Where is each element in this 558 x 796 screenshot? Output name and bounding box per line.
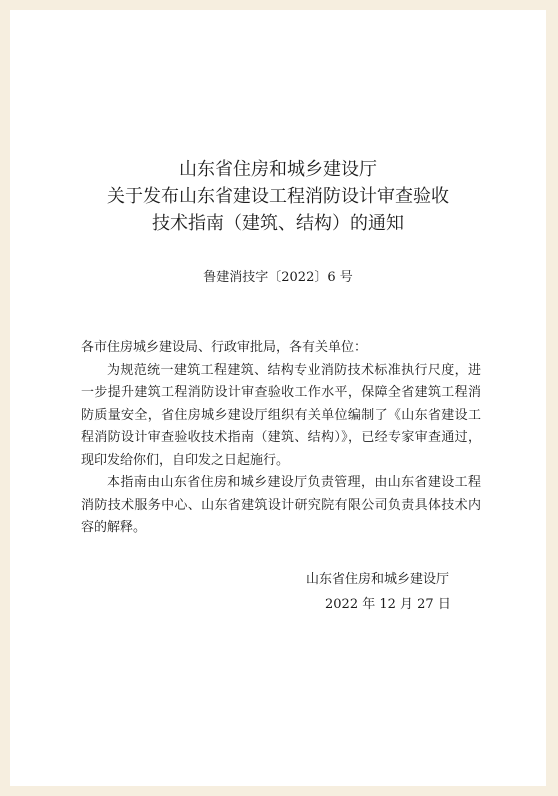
title-line-1: 山东省住房和城乡建设厅 [179,159,377,180]
title-line-2: 关于发布山东省建设工程消防设计审查验收 [107,186,449,207]
notice-body [81,337,481,540]
title-line-3: 技术指南（建筑、结构）的通知 [152,213,404,234]
paragraph-2: 本指南由山东省住房和城乡建设厅负责管理，由山东省建设工程消防技术服务中心、山东省建筑设计研究院有限公司负责具体技术内容的解释。 [81,475,481,535]
document-number: 鲁建消技字〔2022〕6 号 [203,270,353,285]
issue-date: 2022 年 12 月 27 日 [325,597,451,612]
issuer-signature: 山东省住房和城乡建设厅 [306,572,450,587]
salutation: 各市住房城乡建设局、行政审批局，各有关单位： [81,340,368,355]
document-page [10,10,546,786]
paragraph-1: 为规范统一建筑工程建筑、结构专业消防技术标准执行尺度，进一步提升建筑工程消防设计审查验收工作水平，保障全省建筑工程消防质量安全，省住房城乡建设厅组织有关单位编制了《山东省建设工程消防设计审查验收技术指南（建筑、结构）》，已经专家审查通过，现印发给你们，自印发之日起施行。 [81,362,481,468]
